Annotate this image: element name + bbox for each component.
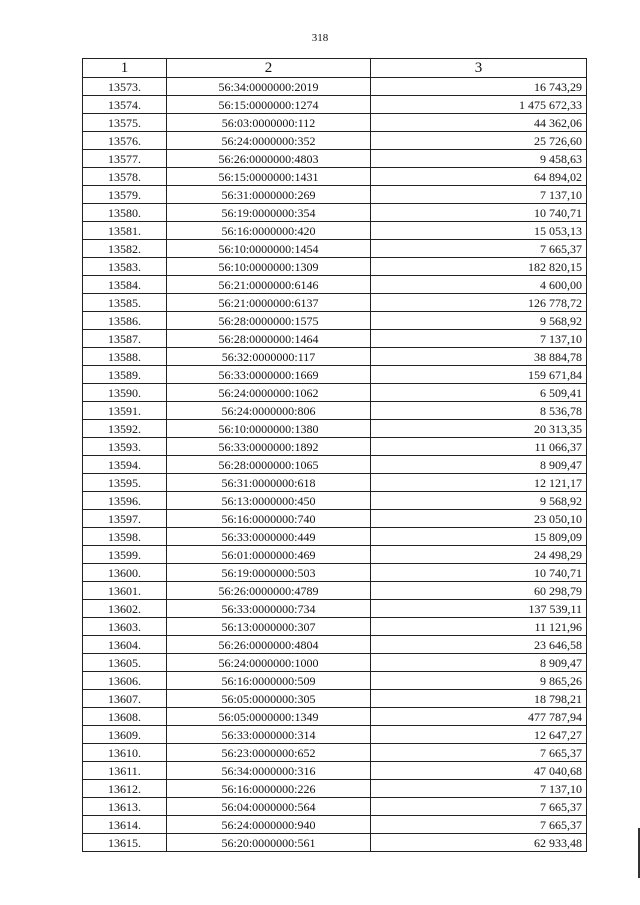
table-row — [83, 168, 587, 186]
page-number: 318 — [311, 32, 329, 44]
table-row — [83, 744, 587, 762]
table-row — [83, 816, 587, 834]
cadastral-number: 56:10:0000000:1309 — [167, 258, 371, 276]
amount: 15 053,13 — [371, 222, 587, 240]
row-number: 13580. — [83, 204, 167, 222]
cadastral-number: 56:24:0000000:1062 — [167, 384, 371, 402]
amount: 1 475 672,33 — [371, 96, 587, 114]
row-number: 13601. — [83, 582, 167, 600]
row-number: 13573. — [83, 78, 167, 96]
cadastral-number: 56:31:0000000:269 — [167, 186, 371, 204]
cadastral-number: 56:34:0000000:316 — [167, 762, 371, 780]
table-row — [83, 672, 587, 690]
amount: 12 121,17 — [371, 474, 587, 492]
column-header: 2 — [167, 59, 371, 78]
amount: 6 509,41 — [371, 384, 587, 402]
row-number: 13598. — [83, 528, 167, 546]
row-number: 13587. — [83, 330, 167, 348]
amount: 23 646,58 — [371, 636, 587, 654]
amount: 38 884,78 — [371, 348, 587, 366]
cadastral-number: 56:32:0000000:117 — [167, 348, 371, 366]
row-number: 13611. — [83, 762, 167, 780]
cadastral-number: 56:15:0000000:1431 — [167, 168, 371, 186]
table-row — [83, 798, 587, 816]
table-row — [83, 186, 587, 204]
amount: 182 820,15 — [371, 258, 587, 276]
cadastral-number: 56:13:0000000:450 — [167, 492, 371, 510]
cadastral-number: 56:03:0000000:112 — [167, 114, 371, 132]
cadastral-number: 56:31:0000000:618 — [167, 474, 371, 492]
table-row — [83, 456, 587, 474]
cadastral-number: 56:28:0000000:1065 — [167, 456, 371, 474]
registry-table — [82, 58, 587, 852]
table-row — [83, 366, 587, 384]
table-row — [83, 780, 587, 798]
cadastral-number: 56:24:0000000:352 — [167, 132, 371, 150]
row-number: 13612. — [83, 780, 167, 798]
table-row — [83, 474, 587, 492]
table-row — [83, 420, 587, 438]
cadastral-number: 56:21:0000000:6137 — [167, 294, 371, 312]
cadastral-number: 56:16:0000000:420 — [167, 222, 371, 240]
row-number: 13574. — [83, 96, 167, 114]
cadastral-number: 56:05:0000000:305 — [167, 690, 371, 708]
amount: 24 498,29 — [371, 546, 587, 564]
table-row — [83, 834, 587, 852]
amount: 8 536,78 — [371, 402, 587, 420]
table-row — [83, 762, 587, 780]
cadastral-number: 56:21:0000000:6146 — [167, 276, 371, 294]
row-number: 13575. — [83, 114, 167, 132]
row-number: 13590. — [83, 384, 167, 402]
amount: 159 671,84 — [371, 366, 587, 384]
table-row — [83, 510, 587, 528]
amount: 10 740,71 — [371, 564, 587, 582]
table-row — [83, 402, 587, 420]
row-number: 13614. — [83, 816, 167, 834]
amount: 7 665,37 — [371, 798, 587, 816]
cadastral-number: 56:04:0000000:564 — [167, 798, 371, 816]
amount: 10 740,71 — [371, 204, 587, 222]
table-row — [83, 582, 587, 600]
table-row — [83, 726, 587, 744]
row-number: 13605. — [83, 654, 167, 672]
cadastral-number: 56:05:0000000:1349 — [167, 708, 371, 726]
amount: 11 121,96 — [371, 618, 587, 636]
amount: 7 137,10 — [371, 330, 587, 348]
amount: 9 568,92 — [371, 312, 587, 330]
table-row — [83, 150, 587, 168]
table-row — [83, 132, 587, 150]
column-header: 3 — [371, 59, 587, 78]
row-number: 13602. — [83, 600, 167, 618]
table-row — [83, 114, 587, 132]
cadastral-number: 56:19:0000000:354 — [167, 204, 371, 222]
row-number: 13609. — [83, 726, 167, 744]
amount: 16 743,29 — [371, 78, 587, 96]
cadastral-number: 56:16:0000000:740 — [167, 510, 371, 528]
table-row — [83, 96, 587, 114]
row-number: 13608. — [83, 708, 167, 726]
cadastral-number: 56:33:0000000:314 — [167, 726, 371, 744]
cadastral-number: 56:33:0000000:449 — [167, 528, 371, 546]
table-row — [83, 330, 587, 348]
table-row — [83, 438, 587, 456]
cadastral-number: 56:20:0000000:561 — [167, 834, 371, 852]
row-number: 13613. — [83, 798, 167, 816]
cadastral-number: 56:24:0000000:940 — [167, 816, 371, 834]
row-number: 13610. — [83, 744, 167, 762]
table-body — [83, 78, 587, 852]
amount: 7 665,37 — [371, 744, 587, 762]
row-number: 13582. — [83, 240, 167, 258]
row-number: 13597. — [83, 510, 167, 528]
amount: 7 665,37 — [371, 240, 587, 258]
row-number: 13596. — [83, 492, 167, 510]
cadastral-number: 56:24:0000000:1000 — [167, 654, 371, 672]
cadastral-number: 56:01:0000000:469 — [167, 546, 371, 564]
table-row — [83, 240, 587, 258]
cadastral-number: 56:33:0000000:1892 — [167, 438, 371, 456]
row-number: 13577. — [83, 150, 167, 168]
table-row — [83, 384, 587, 402]
amount: 12 647,27 — [371, 726, 587, 744]
amount: 18 798,21 — [371, 690, 587, 708]
cadastral-number: 56:10:0000000:1454 — [167, 240, 371, 258]
amount: 60 298,79 — [371, 582, 587, 600]
amount: 9 458,63 — [371, 150, 587, 168]
cadastral-number: 56:33:0000000:734 — [167, 600, 371, 618]
amount: 64 894,02 — [371, 168, 587, 186]
row-number: 13615. — [83, 834, 167, 852]
row-number: 13581. — [83, 222, 167, 240]
amount: 47 040,68 — [371, 762, 587, 780]
cadastral-number: 56:26:0000000:4804 — [167, 636, 371, 654]
row-number: 13584. — [83, 276, 167, 294]
cadastral-number: 56:16:0000000:226 — [167, 780, 371, 798]
table-row — [83, 312, 587, 330]
cadastral-number: 56:10:0000000:1380 — [167, 420, 371, 438]
amount: 9 568,92 — [371, 492, 587, 510]
table-row — [83, 492, 587, 510]
row-number: 13579. — [83, 186, 167, 204]
cadastral-number: 56:16:0000000:509 — [167, 672, 371, 690]
amount: 11 066,37 — [371, 438, 587, 456]
cadastral-number: 56:23:0000000:652 — [167, 744, 371, 762]
cadastral-number: 56:13:0000000:307 — [167, 618, 371, 636]
row-number: 13595. — [83, 474, 167, 492]
amount: 15 809,09 — [371, 528, 587, 546]
row-number: 13576. — [83, 132, 167, 150]
table-row — [83, 294, 587, 312]
table-row — [83, 636, 587, 654]
amount: 126 778,72 — [371, 294, 587, 312]
row-number: 13592. — [83, 420, 167, 438]
row-number: 13594. — [83, 456, 167, 474]
column-header: 1 — [83, 59, 167, 78]
row-number: 13585. — [83, 294, 167, 312]
table-row — [83, 222, 587, 240]
amount: 7 665,37 — [371, 816, 587, 834]
amount: 8 909,47 — [371, 654, 587, 672]
cadastral-number: 56:24:0000000:806 — [167, 402, 371, 420]
table-row — [83, 654, 587, 672]
row-number: 13591. — [83, 402, 167, 420]
row-number: 13600. — [83, 564, 167, 582]
row-number: 13588. — [83, 348, 167, 366]
amount: 137 539,11 — [371, 600, 587, 618]
amount: 25 726,60 — [371, 132, 587, 150]
row-number: 13593. — [83, 438, 167, 456]
cadastral-number: 56:15:0000000:1274 — [167, 96, 371, 114]
amount: 20 313,35 — [371, 420, 587, 438]
table-row — [83, 546, 587, 564]
table-row — [83, 276, 587, 294]
cadastral-number: 56:28:0000000:1575 — [167, 312, 371, 330]
table-row — [83, 348, 587, 366]
amount: 62 933,48 — [371, 834, 587, 852]
cadastral-number: 56:33:0000000:1669 — [167, 366, 371, 384]
table-row — [83, 690, 587, 708]
amount: 7 137,10 — [371, 186, 587, 204]
row-number: 13586. — [83, 312, 167, 330]
row-number: 13583. — [83, 258, 167, 276]
row-number: 13589. — [83, 366, 167, 384]
cadastral-number: 56:19:0000000:503 — [167, 564, 371, 582]
row-number: 13578. — [83, 168, 167, 186]
table-row — [83, 564, 587, 582]
amount: 9 865,26 — [371, 672, 587, 690]
amount: 8 909,47 — [371, 456, 587, 474]
row-number: 13606. — [83, 672, 167, 690]
row-number: 13604. — [83, 636, 167, 654]
table-row — [83, 600, 587, 618]
row-number: 13607. — [83, 690, 167, 708]
amount: 477 787,94 — [371, 708, 587, 726]
table-row — [83, 618, 587, 636]
table-row — [83, 258, 587, 276]
cadastral-number: 56:26:0000000:4803 — [167, 150, 371, 168]
amount: 44 362,06 — [371, 114, 587, 132]
cadastral-number: 56:26:0000000:4789 — [167, 582, 371, 600]
amount: 23 050,10 — [371, 510, 587, 528]
row-number: 13599. — [83, 546, 167, 564]
header-row — [83, 59, 587, 78]
cadastral-number: 56:34:0000000:2019 — [167, 78, 371, 96]
table-row — [83, 78, 587, 96]
cadastral-number: 56:28:0000000:1464 — [167, 330, 371, 348]
table-row — [83, 708, 587, 726]
amount: 7 137,10 — [371, 780, 587, 798]
table-row — [83, 528, 587, 546]
amount: 4 600,00 — [371, 276, 587, 294]
table-row — [83, 204, 587, 222]
row-number: 13603. — [83, 618, 167, 636]
